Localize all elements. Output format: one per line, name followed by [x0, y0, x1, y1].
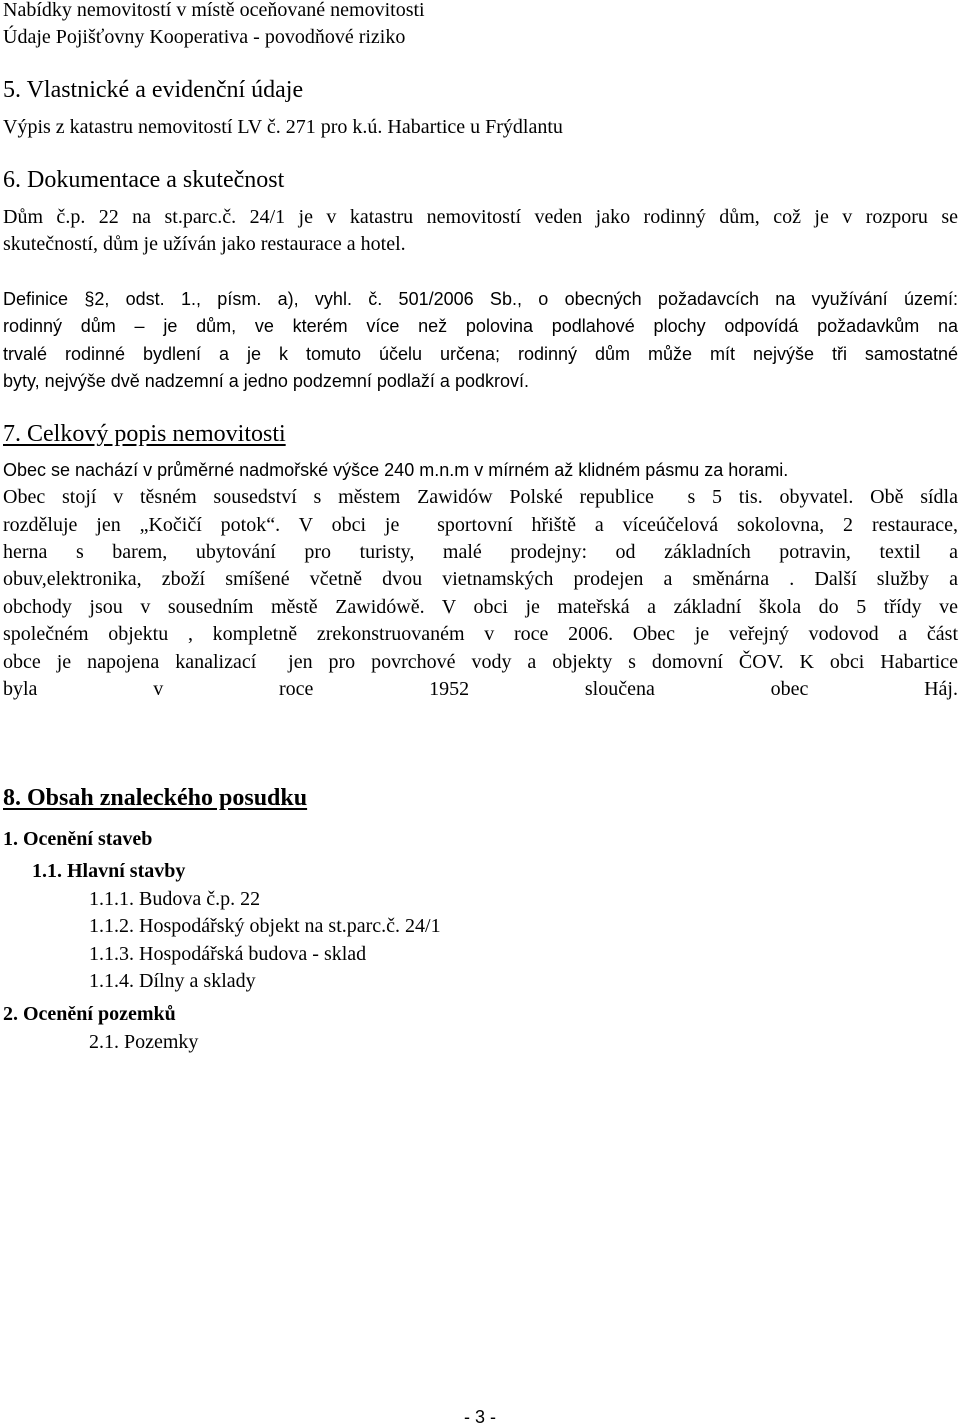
section-6-p2-line-1: Definice §2, odst. 1., písm. a), vyhl. č. 501/2006 Sb., o obecných požadavcích na využívání území: — [3, 289, 958, 309]
toc-item-2-1: 2.1. Pozemky — [89, 1031, 199, 1053]
section-6-p1-line-2: skutečností, dům je užíván jako restaurace a hotel. — [3, 233, 406, 255]
word: Háj. — [924, 678, 958, 700]
word: byla — [3, 678, 38, 700]
section-7-line-6: obchody jsou v sousedním městě Zawidówě. V obci je mateřská a základní škola do 5 třídy ve — [3, 596, 958, 618]
toc-item-1-1-3: 1.1.3. Hospodářská budova - sklad — [89, 943, 367, 965]
toc-item-1-1: 1.1. Hlavní stavby — [32, 860, 186, 882]
section-6-heading: 6. Dokumentace a skutečnost — [3, 167, 285, 193]
section-5-heading: 5. Vlastnické a evidenční údaje — [3, 77, 304, 103]
word: v — [153, 678, 164, 700]
section-6-p2-line-3: trvalé rodinné bydlení a je k tomuto účelu určena; rodinný dům může mít nejvýše tři samostatné — [3, 344, 958, 364]
toc-item-1: 1. Ocenění staveb — [3, 828, 153, 850]
section-7-line-2: Obec stojí v těsném sousedství s městem Zawidów Polské republice s 5 tis. obyvatel. Obě sídla — [3, 486, 958, 508]
section-7-line-7: společném objektu , kompletně zrekonstruovaném v roce 2006. Obec je veřejný vodovod a část — [3, 623, 958, 645]
toc-item-2: 2. Ocenění pozemků — [3, 1003, 176, 1025]
section-7-line-3: rozděluje jen „Kočičí potok“. V obci je sportovní hřiště a víceúčelová sokolovna, 2 restaurace, — [3, 514, 958, 536]
section-7-heading: 7. Celkový popis nemovitosti — [3, 421, 286, 447]
word: sloučena — [584, 678, 655, 700]
section-8-heading: 8. Obsah znaleckého posudku — [3, 785, 308, 811]
section-7-line-5: obuv,elektronika, zboží smíšené včetně dvou vietnamských prodejen a směnárna . Další služby a — [3, 568, 958, 590]
section-7-line-4: herna s barem, ubytování pro turisty, malé prodejny: od základních potravin, textil a — [3, 541, 958, 563]
section-7-line-8: obce je napojena kanalizací jen pro povrchové vody a objekty s domovní ČOV. K obci Habartice — [3, 651, 958, 673]
section-5-text: Výpis z katastru nemovitostí LV č. 271 pro k.ú. Habartice u Frýdlantu — [3, 116, 563, 138]
section-6-p1-line-1: Dům č.p. 22 na st.parc.č. 24/1 je v katastru nemovitostí veden jako rodinný dům, což je v rozporu se — [3, 206, 958, 228]
word: 1952 — [429, 678, 470, 700]
toc-item-1-1-2: 1.1.2. Hospodářský objekt na st.parc.č. 24/1 — [89, 915, 441, 937]
section-7-last-line — [3, 677, 958, 701]
header-line-2: Údaje Pojišťovny Kooperativa - povodňové riziko — [3, 26, 406, 48]
word: roce — [278, 678, 314, 700]
section-6-p2-line-4: byty, nejvýše dvě nadzemní a jedno podzemní podlaží a podkroví. — [3, 371, 529, 391]
header-line-1: Nabídky nemovitostí v místě oceňované nemovitosti — [3, 0, 425, 21]
word: obec — [770, 678, 809, 700]
page-number: - 3 - — [463, 1407, 496, 1427]
section-7-line-1: Obec se nachází v průměrné nadmořské výšce 240 m.n.m v mírném až klidném pásmu za horami. — [3, 460, 789, 480]
toc-item-1-1-1: 1.1.1. Budova č.p. 22 — [89, 888, 261, 910]
toc-item-1-1-4: 1.1.4. Dílny a sklady — [89, 970, 256, 992]
section-6-p2-line-2: rodinný dům – je dům, ve kterém více než polovina podlahové plochy odpovídá požadavkům na — [3, 316, 958, 336]
